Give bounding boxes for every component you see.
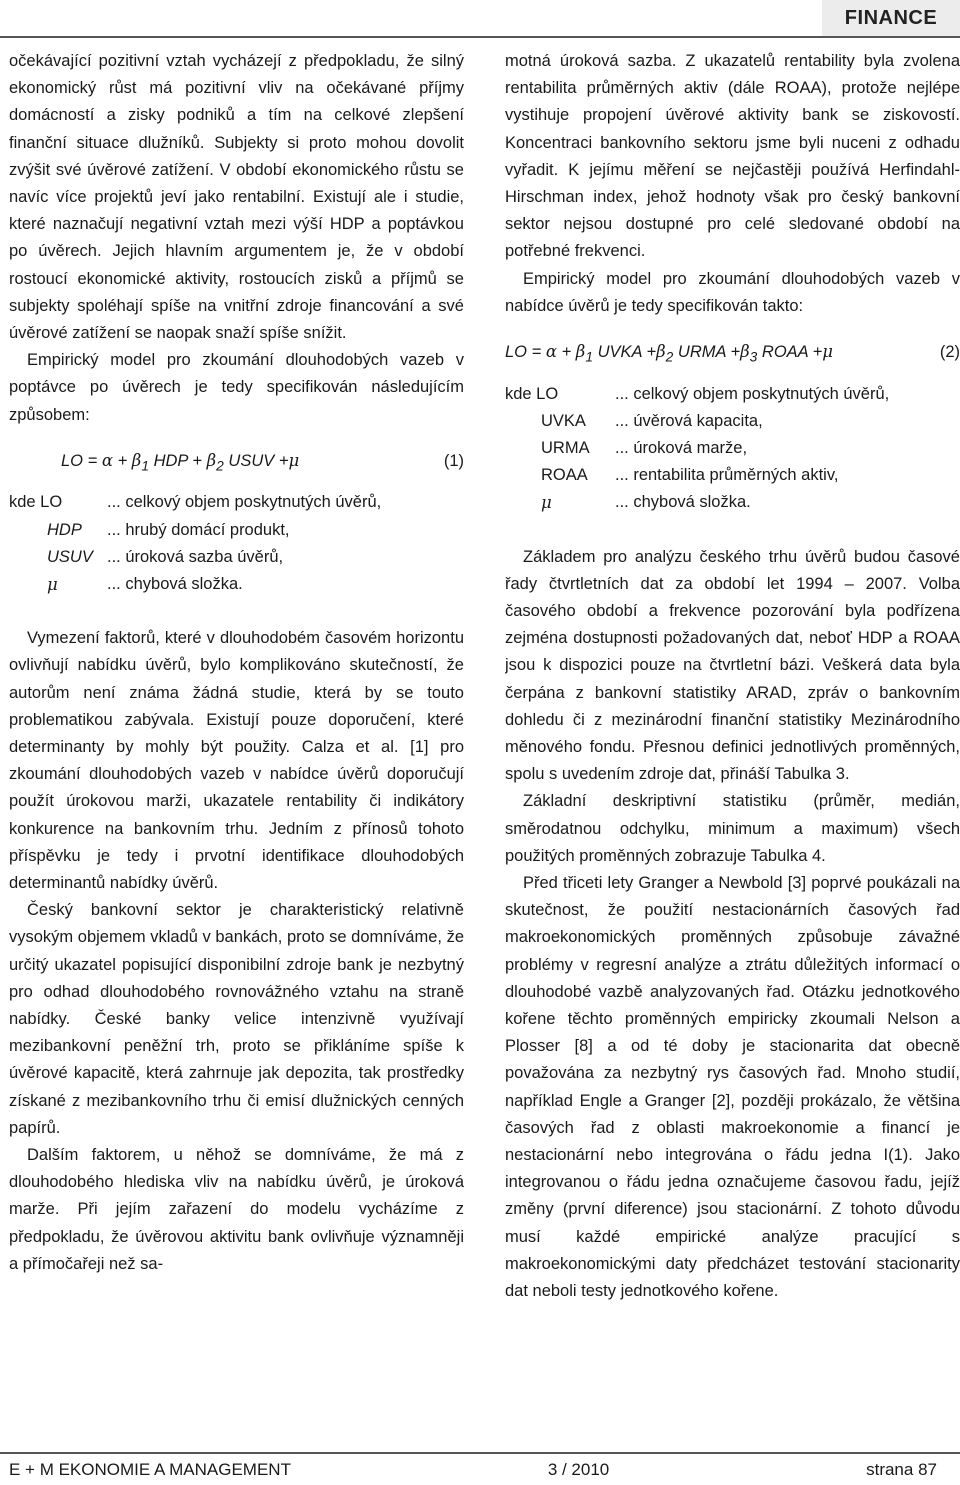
eq1-beta-1: β [131,450,142,470]
variable-row [505,381,960,408]
equation-1-variables [9,489,464,598]
variable-row [9,544,464,571]
variable-row [505,489,960,516]
left-paragraph-5: Dalším faktorem, u něhož se domníváme, že má z dlouhodobého hlediska vliv na nabídku úvěrů, je úroková marže. Při jejím zařazení do modelu vycházíme z předpokladu, že úvěrovou aktivitu bank ovlivňuje významněji a přímočařeji než sa- [9,1146,464,1273]
variable-desc: ... úroková sazba úvěrů, [107,547,284,566]
left-paragraph-2: Empirický model pro zkoumání dlouhodobých vazeb v poptávce po úvěrech je tedy specifikován následujícím způsobem: [9,351,464,424]
variable-desc: ... celkový objem poskytnutých úvěrů, [107,493,382,512]
variable-desc: ... celkový objem poskytnutých úvěrů, [615,384,890,403]
left-paragraph-1: očekávající pozitivní vztah vycházejí z předpokladu, že silný ekonomický růst má pozitivní vliv na očekávané příjmy domácností a zisky podniků a tím na celkové zlepšení finanční situace dlužníků. Subjekty si proto mohou dovolit zvýšit své úvěrové zatížení. V období ekonomického růstu se navíc více projektů jeví jako rentabilní. Existují ale i studie, které naznačují negativní vztah mezi výší HDP a poptávkou po úvěrech. Jejich hlavním argumentem je, že v období rostoucí ekonomické aktivity, rostoucích zisků a příjmů se subjekty spoléhají spíše na vnitřní zdroje financování a své úvěrové zatížení se naopak snaží spíše snížit. [9,52,464,343]
eq2-sub-3: 3 [749,349,758,365]
eq2-alpha: α [545,342,557,362]
variable-desc: ... úvěrová kapacita, [615,411,763,430]
eq2-beta-2: β [656,342,666,362]
right-column [505,48,960,1428]
eq1-beta-2: β [206,450,217,470]
eq1-term-usuv: USUV + [223,451,289,470]
right-paragraph-2: Empirický model pro zkoumání dlouhodobých vazeb v nabídce úvěrů je tedy specifikován takto: [505,269,960,315]
variable-desc: ... úroková marže, [615,438,748,457]
left-paragraph-4: Český bankovní sektor je charakteristický relativně vysokým objemem vkladů v bankách, proto se domníváme, že určitý ukazatel popisující disponibilní zdroje bank je nezbytný pro odhad dlouhodobého rovnovážného vztahu na straně nabídky. České banky velice intenzivně využívají mezibankovní peněžní trh, proto se přikláníme spíše k úvěrové kapacitě, která zahrnuje jak depozita, tak prostředky získané z mezibankovního trhu či emisí dlužnických cenných papírů. [9,901,464,1137]
eq2-mu: μ [822,342,833,362]
page-number: strana 87 [866,1460,937,1479]
variable-key: ROAA [541,466,588,485]
eq1-lhs: LO = [61,451,102,470]
section-label: FINANCE [822,0,960,36]
variable-key: kde LO [505,384,559,403]
variable-row [9,517,464,544]
eq2-sub-2: 2 [665,349,674,365]
variable-row [505,435,960,462]
footer-rule [0,1452,960,1454]
equation-2-number: (2) [939,343,960,362]
right-paragraph-3: Základem pro analýzu českého trhu úvěrů budou časové řady čtvrtletních dat za období let 1994 – 2007. Volba časového období a frekvence pozorování byla podřízena zejména dostupnosti požadovaných dat, neboť HDP a ROAA jsou k dispozici pouze na čtvrtletní bázi. Veškerá data byla čerpána z bankovní statistiky ARAD, zpráv o bankovním dohledu či z mezinárodní finanční statistiky Mezinárodního měnového fondu. Přesnou definici jednotlivých proměnných, spolu s uvedením zdroje dat, přináší Tabulka 3. [505,547,960,784]
header-rule [0,36,960,38]
eq2-term-roaa: ROAA + [757,343,823,362]
journal-name: E + M EKONOMIE A MANAGEMENT [9,1460,291,1479]
variable-row [9,489,464,516]
eq2-beta-3: β [740,342,750,362]
right-paragraph-5: Před třiceti lety Granger a Newbold [3] poprvé poukázali na skutečnost, že použití nestacionárních časových řad makroekonomických proměnných způsobuje závažné problémy v regresní analýze a ztrátu důležitých informací o dlouhodobé vazbě analyzovaných řad. Otázku jednotkového kořene těchto proměnných empiricky zkoumali Nelson a Plosser [8] a od té doby je stacionarita dat obecně považována za nezbytný rys časových řad. Mnoho studií, například Engle a Granger [2], později prokázalo, že většina časových řad z oblasti makroekonomie a financí je nestacionární nebo integrována o řádu jedna I(1). Jako integrovanou o řádu jedna označujeme časovou řadu, jejíž změny (první diference) jsou stacionární. Z tohoto důvodu musí každé empirické analýze pracující s makroekonomickými daty předcházet testování stacionarity dat neboli testy jednotkového kořene. [505,873,960,1301]
eq2-term-uvka: UVKA + [593,343,657,362]
eq1-plus: + [112,451,132,470]
variable-desc: ... chybová složka. [107,574,243,593]
variable-row [505,408,960,435]
left-column [9,48,464,1428]
variable-desc: ... hrubý domácí produkt, [107,520,290,539]
eq2-plus: + [556,343,576,362]
eq2-sub-1: 1 [585,349,593,365]
variable-key: μ [541,493,552,513]
variable-row [505,462,960,489]
eq1-mu: μ [288,450,300,470]
eq2-lhs: LO = [505,343,546,362]
equation-1 [9,429,464,490]
variable-desc: ... chybová složka. [615,493,751,512]
equation-1-number: (1) [443,451,464,470]
issue-number: 3 / 2010 [547,1460,610,1479]
equation-2-variables [505,381,960,517]
left-paragraph-3: Vymezení faktorů, které v dlouhodobém časovém horizontu ovlivňují nabídku úvěrů, bylo komplikováno skutečností, že autorům není známa žádná studie, která by se touto problematikou zabývala. Existují pouze doporučení, které determinanty by mohly být použity. Calza et al. [1] pro zkoumání dlouhodobých vazeb v nabídce úvěrů doporučují použít úrokovou marži, ukazatele rentability či indikátory konkurence na bankovním trhu. Jedním z přínosů tohoto příspěvku je tedy i prvotní identifikace dlouhodobých determinantů nabídky úvěrů. [9,629,464,892]
variable-key: kde LO [9,493,63,512]
eq1-alpha: α [101,450,113,470]
variable-key: USUV [47,547,93,566]
variable-desc: ... rentabilita průměrných aktiv, [615,466,839,485]
equation-2 [505,320,960,381]
eq2-term-urma: URMA + [673,343,741,362]
eq2-beta-1: β [575,342,586,362]
eq1-term-hdp: HDP + [149,451,207,470]
right-paragraph-4: Základní deskriptivní statistiku (průměr, medián, směrodatnou odchylku, minimum a maximum) všech použitých proměnných zobrazuje Tabulka 4. [505,792,960,865]
variable-key: HDP [47,520,82,539]
variable-key: URMA [541,438,590,457]
variable-row [9,571,464,598]
variable-key: UVKA [541,411,586,430]
variable-key: μ [47,574,58,594]
eq1-sub-1: 1 [141,458,149,474]
page-footer [9,1458,937,1482]
right-paragraph-1: motná úroková sazba. Z ukazatelů rentability byla zvolena rentabilita průměrných aktiv (dále ROAA), protože nejlépe vystihuje propojení úvěrové aktivity bank se ziskovostí. Koncentraci bankovního sektoru jsme byli nuceni z odhadu vyřadit. K jejímu měření se nejčastěji používá Herfindahl-Hirschman index, jehož hodnoty však pro český bankovní sektor nejsou dostupné pro celé sledované období na potřebné frekvenci. [505,52,960,261]
eq1-sub-2: 2 [216,458,224,474]
